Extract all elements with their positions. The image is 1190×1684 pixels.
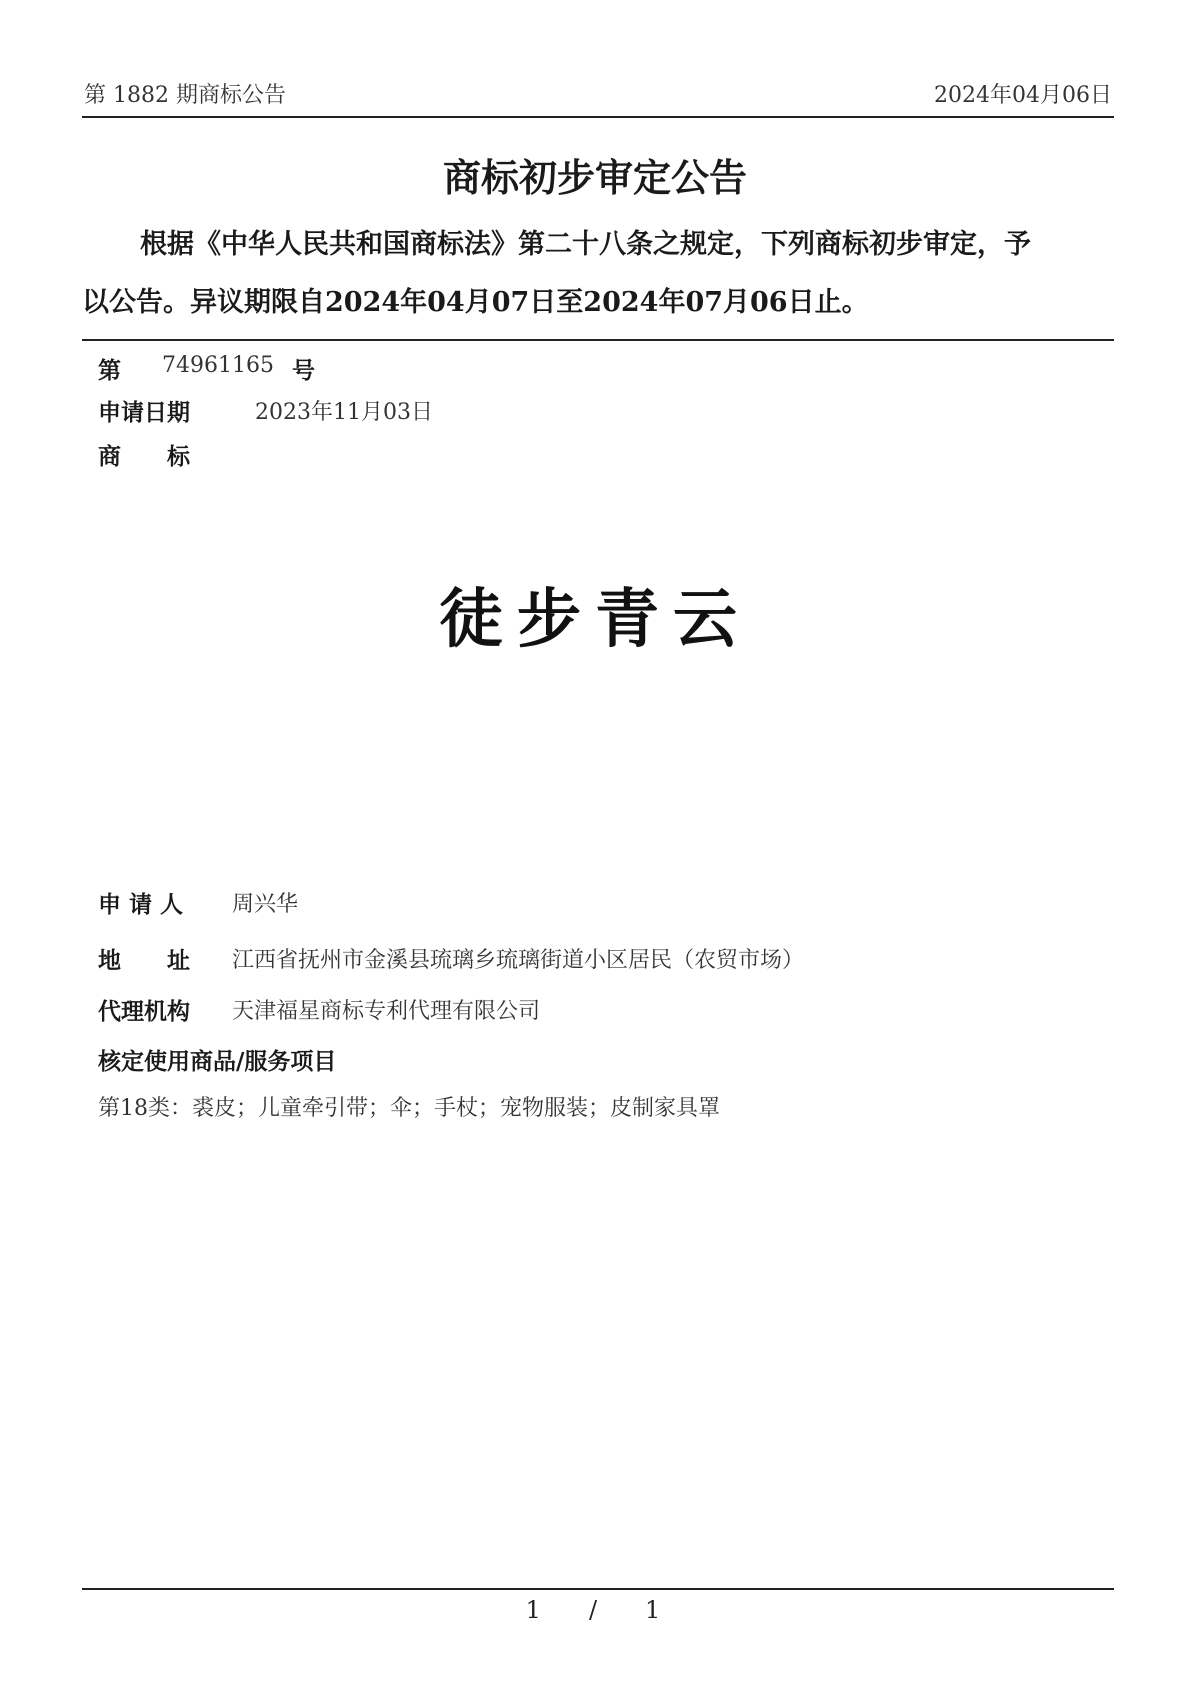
applicant-label: 申 请 人 [98, 891, 184, 918]
number-suffix: 号 [292, 357, 315, 384]
intro-line-2: 以公告。异议期限自2024年04月07日至2024年07月06日止。 [82, 287, 869, 318]
goods-list: 第18类：裘皮；儿童牵引带；伞；手杖；宠物服装；皮制家具罩 [98, 1096, 720, 1121]
agent-label: 代理机构 [98, 998, 190, 1025]
issue-date: 2024年04月06日 [934, 83, 1112, 108]
number-label: 第 [98, 357, 121, 384]
footer-rule [82, 1588, 1114, 1590]
applicant-address: 江西省抚州市金溪县琉璃乡琉璃街道小区居民（农贸市场） [232, 948, 805, 973]
trademark-text: 徒步青云 [439, 582, 751, 657]
header-rule [82, 116, 1114, 118]
registration-number: 74961165 [162, 353, 274, 378]
page-separator: / [588, 1596, 602, 1624]
current-page: 1 [525, 1596, 545, 1624]
address-label: 地 址 [98, 947, 190, 974]
goods-label: 核定使用商品/服务项目 [98, 1048, 337, 1075]
total-pages: 1 [645, 1596, 665, 1624]
intro-text-1: 根据《中华人民共和国商标法》第二十八条之规定，下列商标初步审定，予 [140, 229, 1031, 260]
mark-label: 商 标 [98, 443, 190, 470]
intro-rule [82, 339, 1114, 341]
intro-paragraph [82, 216, 1114, 332]
page-number [0, 1596, 1190, 1624]
page-title: 商标初步审定公告 [442, 155, 747, 200]
apply-date: 2023年11月03日 [255, 400, 433, 425]
intro-line-1 [82, 216, 1114, 274]
applicant-name: 周兴华 [232, 892, 299, 917]
apply-date-label: 申请日期 [98, 399, 190, 426]
issue-number: 第 1882 期商标公告 [84, 83, 286, 108]
agent-name: 天津福星商标专利代理有限公司 [232, 999, 541, 1024]
